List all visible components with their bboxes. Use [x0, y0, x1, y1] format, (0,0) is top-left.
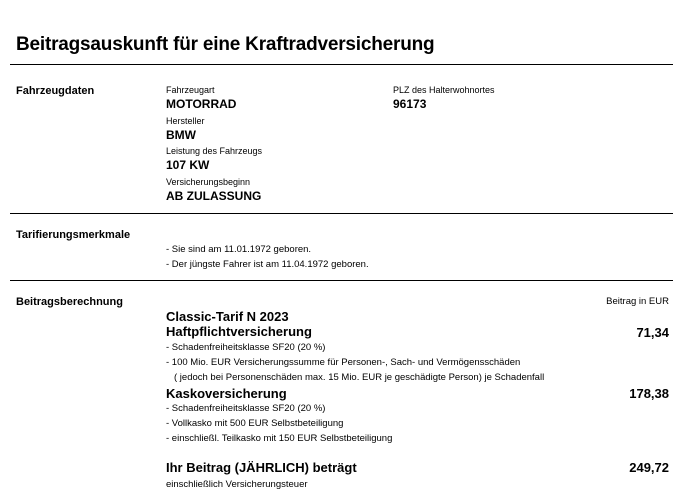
field-value-versicherungsbeginn: AB ZULASSUNG	[166, 189, 262, 203]
field-value-fahrzeugart: MOTORRAD	[166, 97, 237, 111]
list-item: - Der jüngste Fahrer ist am 11.04.1972 geboren.	[166, 259, 369, 270]
list-item: - Schadenfreiheitsklasse SF20 (20 %)	[166, 342, 326, 353]
list-item: - 100 Mio. EUR Versicherungssumme für Personen-, Sach- und Vermögensschäden	[166, 357, 521, 368]
divider-tarifierung	[10, 280, 673, 281]
field-label-fahrzeugart: Fahrzeugart	[166, 85, 215, 95]
haftpflicht-name: Haftpflichtversicherung	[166, 324, 312, 339]
list-item: - einschließl. Teilkasko mit 150 EUR Selbstbeteiligung	[166, 433, 393, 444]
list-item: ( jedoch bei Personenschäden max. 15 Mio. EUR je geschädigte Person) je Schadenfall	[174, 372, 545, 383]
field-label-plz: PLZ des Halterwohnortes	[393, 85, 495, 95]
section-heading-beitrag: Beitragsberechnung	[16, 296, 123, 308]
field-label-versicherungsbeginn: Versicherungsbeginn	[166, 177, 251, 187]
list-item: - Schadenfreiheitsklasse SF20 (20 %)	[166, 403, 326, 414]
section-heading-tarifierung: Tarifierungsmerkmale	[16, 229, 131, 241]
currency-label: Beitrag in EUR	[606, 296, 669, 307]
field-label-hersteller: Hersteller	[166, 116, 205, 126]
section-heading-fahrzeugdaten: Fahrzeugdaten	[16, 85, 95, 97]
divider-top	[10, 64, 673, 65]
field-label-leistung: Leistung des Fahrzeugs	[166, 146, 263, 156]
field-value-plz: 96173	[393, 97, 427, 111]
haftpflicht-amount: 71,34	[636, 325, 669, 340]
total-note: einschließlich Versicherungsteuer	[166, 479, 308, 490]
total-label: Ihr Beitrag (JÄHRLICH) beträgt	[166, 460, 357, 475]
kasko-amount: 178,38	[629, 386, 669, 401]
list-item: - Vollkasko mit 500 EUR Selbstbeteiligung	[166, 418, 344, 429]
total-amount: 249,72	[629, 460, 669, 475]
page-title: Beitragsauskunft für eine Kraftradversicherung	[16, 34, 435, 55]
field-value-hersteller: BMW	[166, 128, 196, 142]
divider-fahrzeugdaten	[10, 213, 673, 214]
kasko-name: Kaskoversicherung	[166, 386, 287, 401]
tarif-name: Classic-Tarif N 2023	[166, 309, 289, 324]
field-value-leistung: 107 KW	[166, 158, 210, 172]
list-item: - Sie sind am 11.01.1972 geboren.	[166, 244, 312, 255]
